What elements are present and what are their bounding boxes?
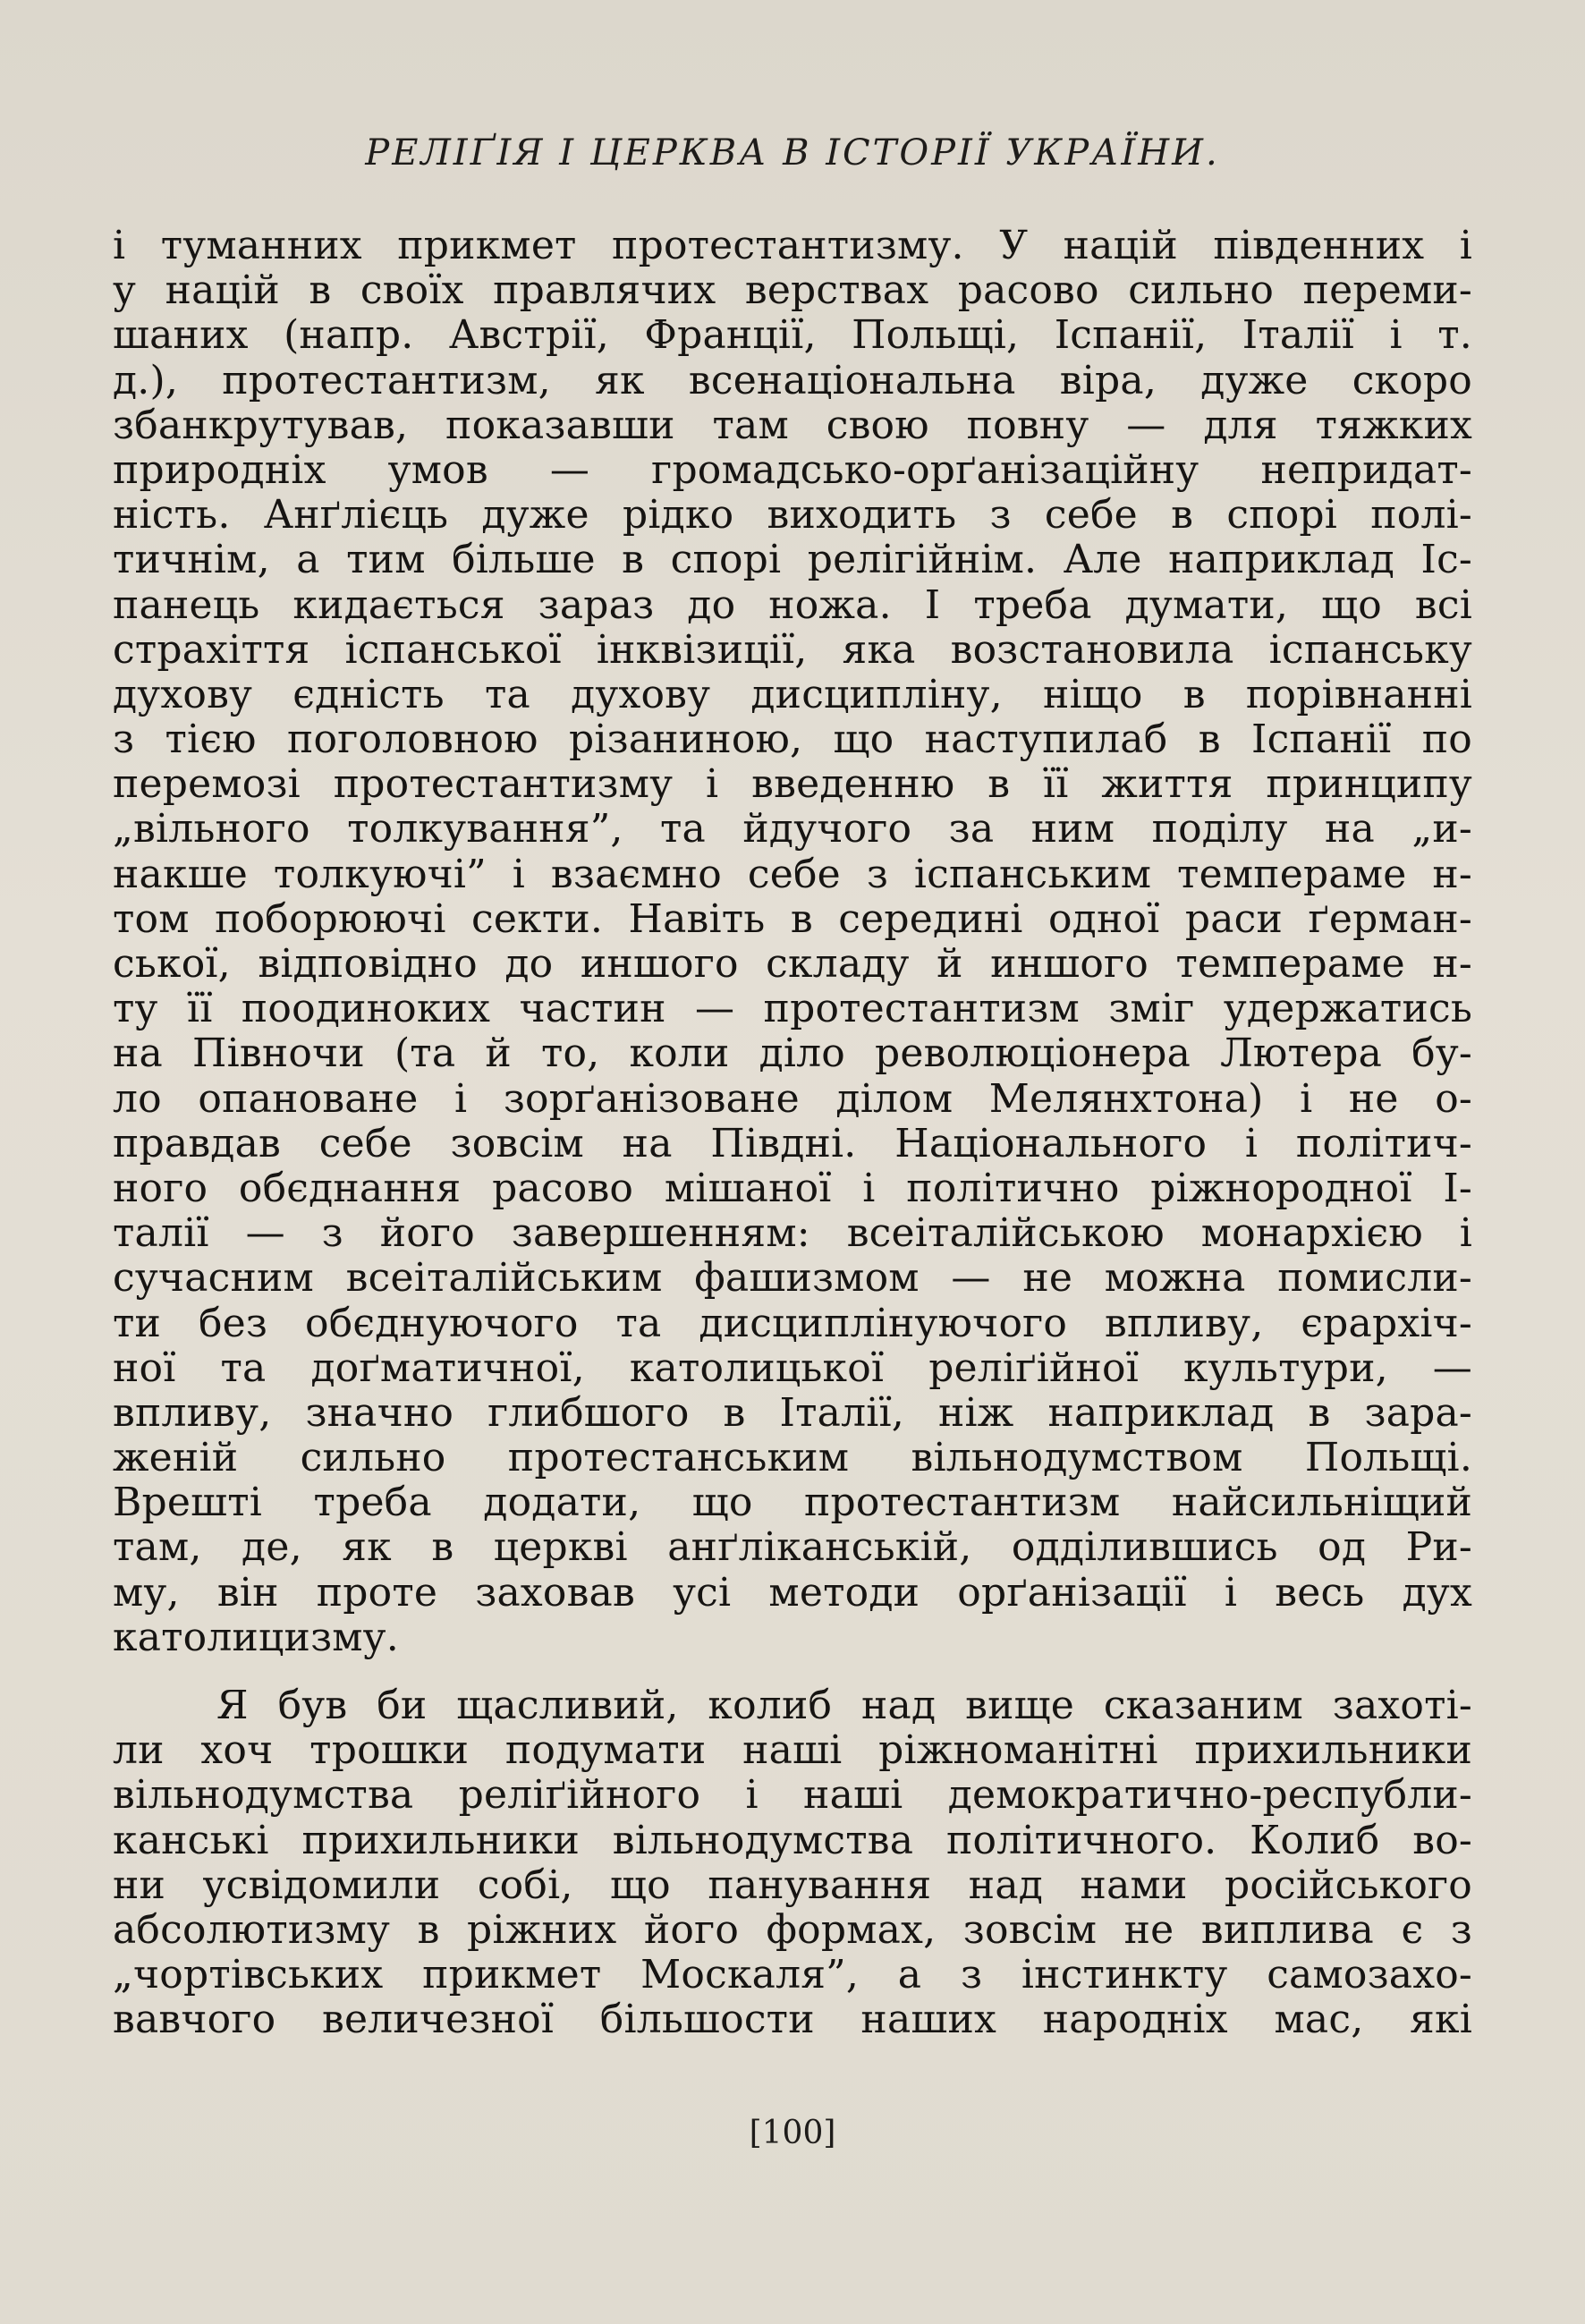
text-line: ної та доґматичної, католицької реліґійної культури, — [113, 1344, 1472, 1391]
text-line: впливу, значно глибшого в Італії, ніж наприклад в зара- [113, 1389, 1472, 1436]
text-line: сучасним всеіталійським фашизмом — не можна помисли- [113, 1255, 1472, 1302]
text-line: ту її поодиноких частин — протестантизм зміг удержатись [113, 986, 1472, 1032]
text-line: абсолютизму в ріжних його формах, зовсім не виплива є з [113, 1906, 1472, 1953]
text-line: з тією поголовною різаниною, що наступилаб в Іспанії по [113, 717, 1472, 763]
text-line: „чортівських прикмет Москаля”, а з інстинкту самозахо- [113, 1952, 1472, 1998]
text-line: і туманних прикмет протестантизму. У націй південних і [113, 223, 1472, 268]
text-line: ли хоч трошки подумати наші ріжноманітні прихильники [113, 1727, 1472, 1774]
text-line: тичнім, а тим більше в спорі релігійнім. Але наприклад Іс- [113, 537, 1472, 583]
running-head: РЕЛІҐІЯ І ЦЕРКВА В ІСТОРІЇ УКРАЇНИ. [365, 132, 1220, 174]
text-line: канські прихильники вільнодумства політичного. Колиб во- [113, 1817, 1472, 1863]
text-line: накше толкуючі” і взаємно себе з іспанським темпераме н- [113, 851, 1472, 897]
text-line: „вільного толкування”, та йдучого за ним поділу на „и- [113, 806, 1472, 852]
text-line: ність. Анґлієць дуже рідко виходить з себе в спорі полі- [113, 492, 1472, 539]
body-text [113, 224, 1472, 2043]
page-number: [100] [749, 2115, 836, 2151]
text-line: ло опановане і зорґанізоване ділом Мелянхтона) і не о- [113, 1075, 1472, 1122]
text-line: д.), протестантизм, як всенаціональна віра, дуже скоро [113, 357, 1472, 403]
text-line: женій сильно протестанським вільнодумством Польщі. [113, 1435, 1472, 1481]
text-line: вільнодумства реліґійного і наші демократично-республи- [113, 1772, 1472, 1819]
text-line: у націй в своїх правлячих верствах расово сильно переми- [113, 267, 1472, 314]
text-line: страхіття іспанської інквізиції, яка возстановила іспанську [113, 626, 1472, 673]
text-line: ного обєднання расово мішаної і політично ріжнородної І- [113, 1165, 1472, 1211]
text-line: там, де, як в церкві анґліканській, одділившись од Ри- [113, 1524, 1472, 1571]
text-line: природніх умов — громадсько-орґанізаційну непридат- [113, 446, 1472, 493]
text-line: перемозі протестантизму і введенню в її життя принципу [113, 761, 1472, 808]
paragraph-2 [113, 1684, 1472, 2043]
text-line: ти без обєднуючого та дисциплінуючого впливу, єрархіч- [113, 1300, 1472, 1346]
text-line: на Півночи (та й то, коли діло революціонера Лютера бу- [113, 1031, 1472, 1077]
text-line: ни усвідомили собі, що панування над нами російського [113, 1862, 1472, 1908]
text-line: талії — з його завершенням: всеіталійською монархією і [113, 1210, 1472, 1257]
text-line: вавчого величезної більшости нашиx народніх мас, які [113, 1997, 1472, 2043]
paragraph-1 [113, 224, 1472, 1660]
text-line: Я був би щасливий, колиб над вище сказаним захоті- [216, 1683, 1472, 1728]
text-line: правдав себе зовсім на Півдні. Національного і політич- [113, 1120, 1472, 1166]
text-line: му, він проте заховав усі методи орґанізації і весь дух [113, 1569, 1472, 1616]
text-line: католицизму. [113, 1614, 399, 1660]
text-line: панець кидається зараз до ножа. І треба думати, що всі [113, 581, 1472, 628]
text-line: збанкрутував, показавши там свою повну — для тяжких [113, 402, 1472, 448]
text-line: том поборюючі секти. Навіть в середині одної раси ґерман- [113, 895, 1472, 942]
text-line: духову єдність та духову дисципліну, ніщо в порівнанні [113, 671, 1472, 717]
text-line: шаних (напр. Австрії, Франції, Польщі, Іспанії, Італії і т. [113, 312, 1472, 359]
paragraph-gap [113, 1660, 1472, 1684]
text-line: Врешті треба додати, що протестантизм найсильніщий [113, 1480, 1472, 1526]
text-line: ської, відповідно до иншого складу й иншого темпераме н- [113, 941, 1472, 987]
